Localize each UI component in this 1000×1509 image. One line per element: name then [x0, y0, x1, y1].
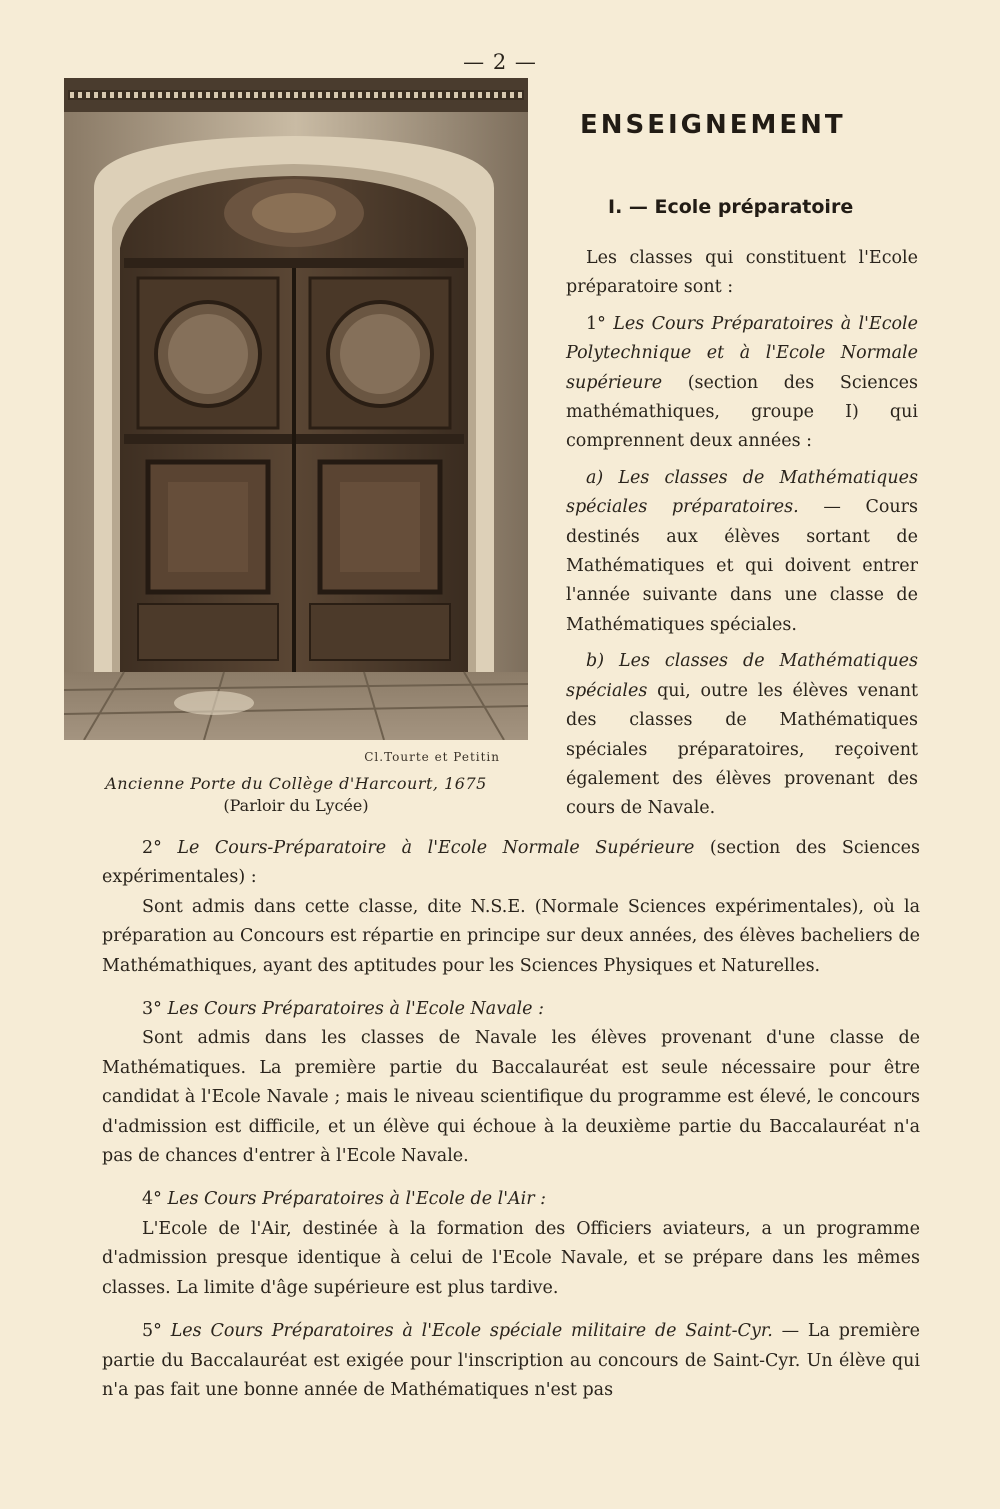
item-1-text: (section des Sciences mathémathiques, groupe I) qui comprennent deux années : [566, 372, 918, 452]
item-2-subtitle: (section des Sciences expérimentales) : [102, 838, 920, 888]
item-3-body: Sont admis dans les classes de Navale les élèves provenant d'une classe de Mathématiques. La première partie du Baccalauréat est seule nécessaire pour être candidat à l'Ecole Navale ; mais le niveau scientifique du programme est élevé, le concours d'admission est difficile, et un élève qui échoue à la deuxième partie du Baccalauréat n'a pas de chances d'entrer à l'Ecole Navale. [102, 1028, 920, 1167]
item-a-title: Les classes de Mathématiques spéciales préparatoires. [566, 467, 918, 518]
intro-paragraph: Les classes qui constituent l'Ecole préparatoire sont : [566, 248, 918, 298]
caption-subtitle: (Parloir du Lycée) [223, 796, 369, 815]
item-2-title: Le Cours-Préparatoire à l'Ecole Normale Supérieure [177, 838, 695, 858]
item-1-title: Les Cours Préparatoires à l'Ecole Polytechnique et à l'Ecole Normale supérieure [566, 313, 918, 393]
item-2-heading [102, 834, 920, 893]
item-b-label: b) [586, 651, 605, 672]
door-photograph [64, 78, 528, 740]
photo-caption [64, 773, 528, 817]
item-4-number: 4° [142, 1189, 162, 1210]
item-a-text: — Cours destinés aux élèves sortant de Mathématiques et qui doivent entrer l'année suivante dans une classe de Mathématiques spéciales. [566, 497, 918, 635]
caption-title: Ancienne Porte du Collège d'Harcourt, 1675 [105, 774, 487, 793]
item-1-number: 1° [586, 313, 606, 334]
item-b-paragraph [566, 647, 918, 823]
item-4-heading [102, 1185, 920, 1214]
item-b-title: Les classes de Mathématiques spéciales [566, 651, 918, 701]
item-5-paragraph [102, 1317, 920, 1405]
item-a-label: a) [586, 467, 604, 488]
item-5-number: 5° [142, 1321, 162, 1342]
item-1-paragraph [566, 310, 918, 457]
right-column [566, 244, 918, 831]
full-width-text [102, 834, 920, 1405]
item-2-number: 2° [142, 838, 162, 858]
item-3-title: Les Cours Préparatoires à l'Ecole Navale : [167, 999, 544, 1020]
item-4-title: Les Cours Préparatoires à l'Ecole de l'Air : [167, 1189, 547, 1210]
item-5-title: Les Cours Préparatoires à l'Ecole spéciale militaire de Saint-Cyr. [170, 1321, 773, 1342]
photo-credit: Cl.Tourte et Petitin [364, 750, 500, 764]
section-title: ENSEIGNEMENT [580, 110, 846, 140]
item-a-paragraph [566, 464, 918, 640]
item-5-text: — La première partie du Baccalauréat est exigée pour l'inscription au concours de Saint-Cyr. Un élève qui n'a pas fait une bonne année de Mathématiques n'est pas [102, 1321, 920, 1400]
item-2-body: Sont admis dans cette classe, dite N.S.E. (Normale Sciences expérimentales), où la préparation au Concours est répartie en principe sur deux années, des élèves bacheliers de Mathémathiques, ayant des aptitudes pour les Sciences Physiques et Naturelles. [102, 896, 920, 976]
item-3-number: 3° [142, 999, 162, 1020]
subsection-title: I. — Ecole préparatoire [608, 196, 854, 218]
item-3-heading [102, 995, 920, 1024]
item-b-text: qui, outre les élèves venant des classes de Mathématiques spéciales préparatoires, reçoivent également des élèves provenant des cours de Navale. [566, 680, 918, 819]
item-4-body: L'Ecole de l'Air, destinée à la formation des Officiers aviateurs, a un programme d'admission presque identique à celui de l'Ecole Navale, et se prépare dans les mêmes classes. La limite d'âge supérieure est plus tardive. [102, 1218, 920, 1298]
page-number: — 2 — [463, 50, 537, 74]
